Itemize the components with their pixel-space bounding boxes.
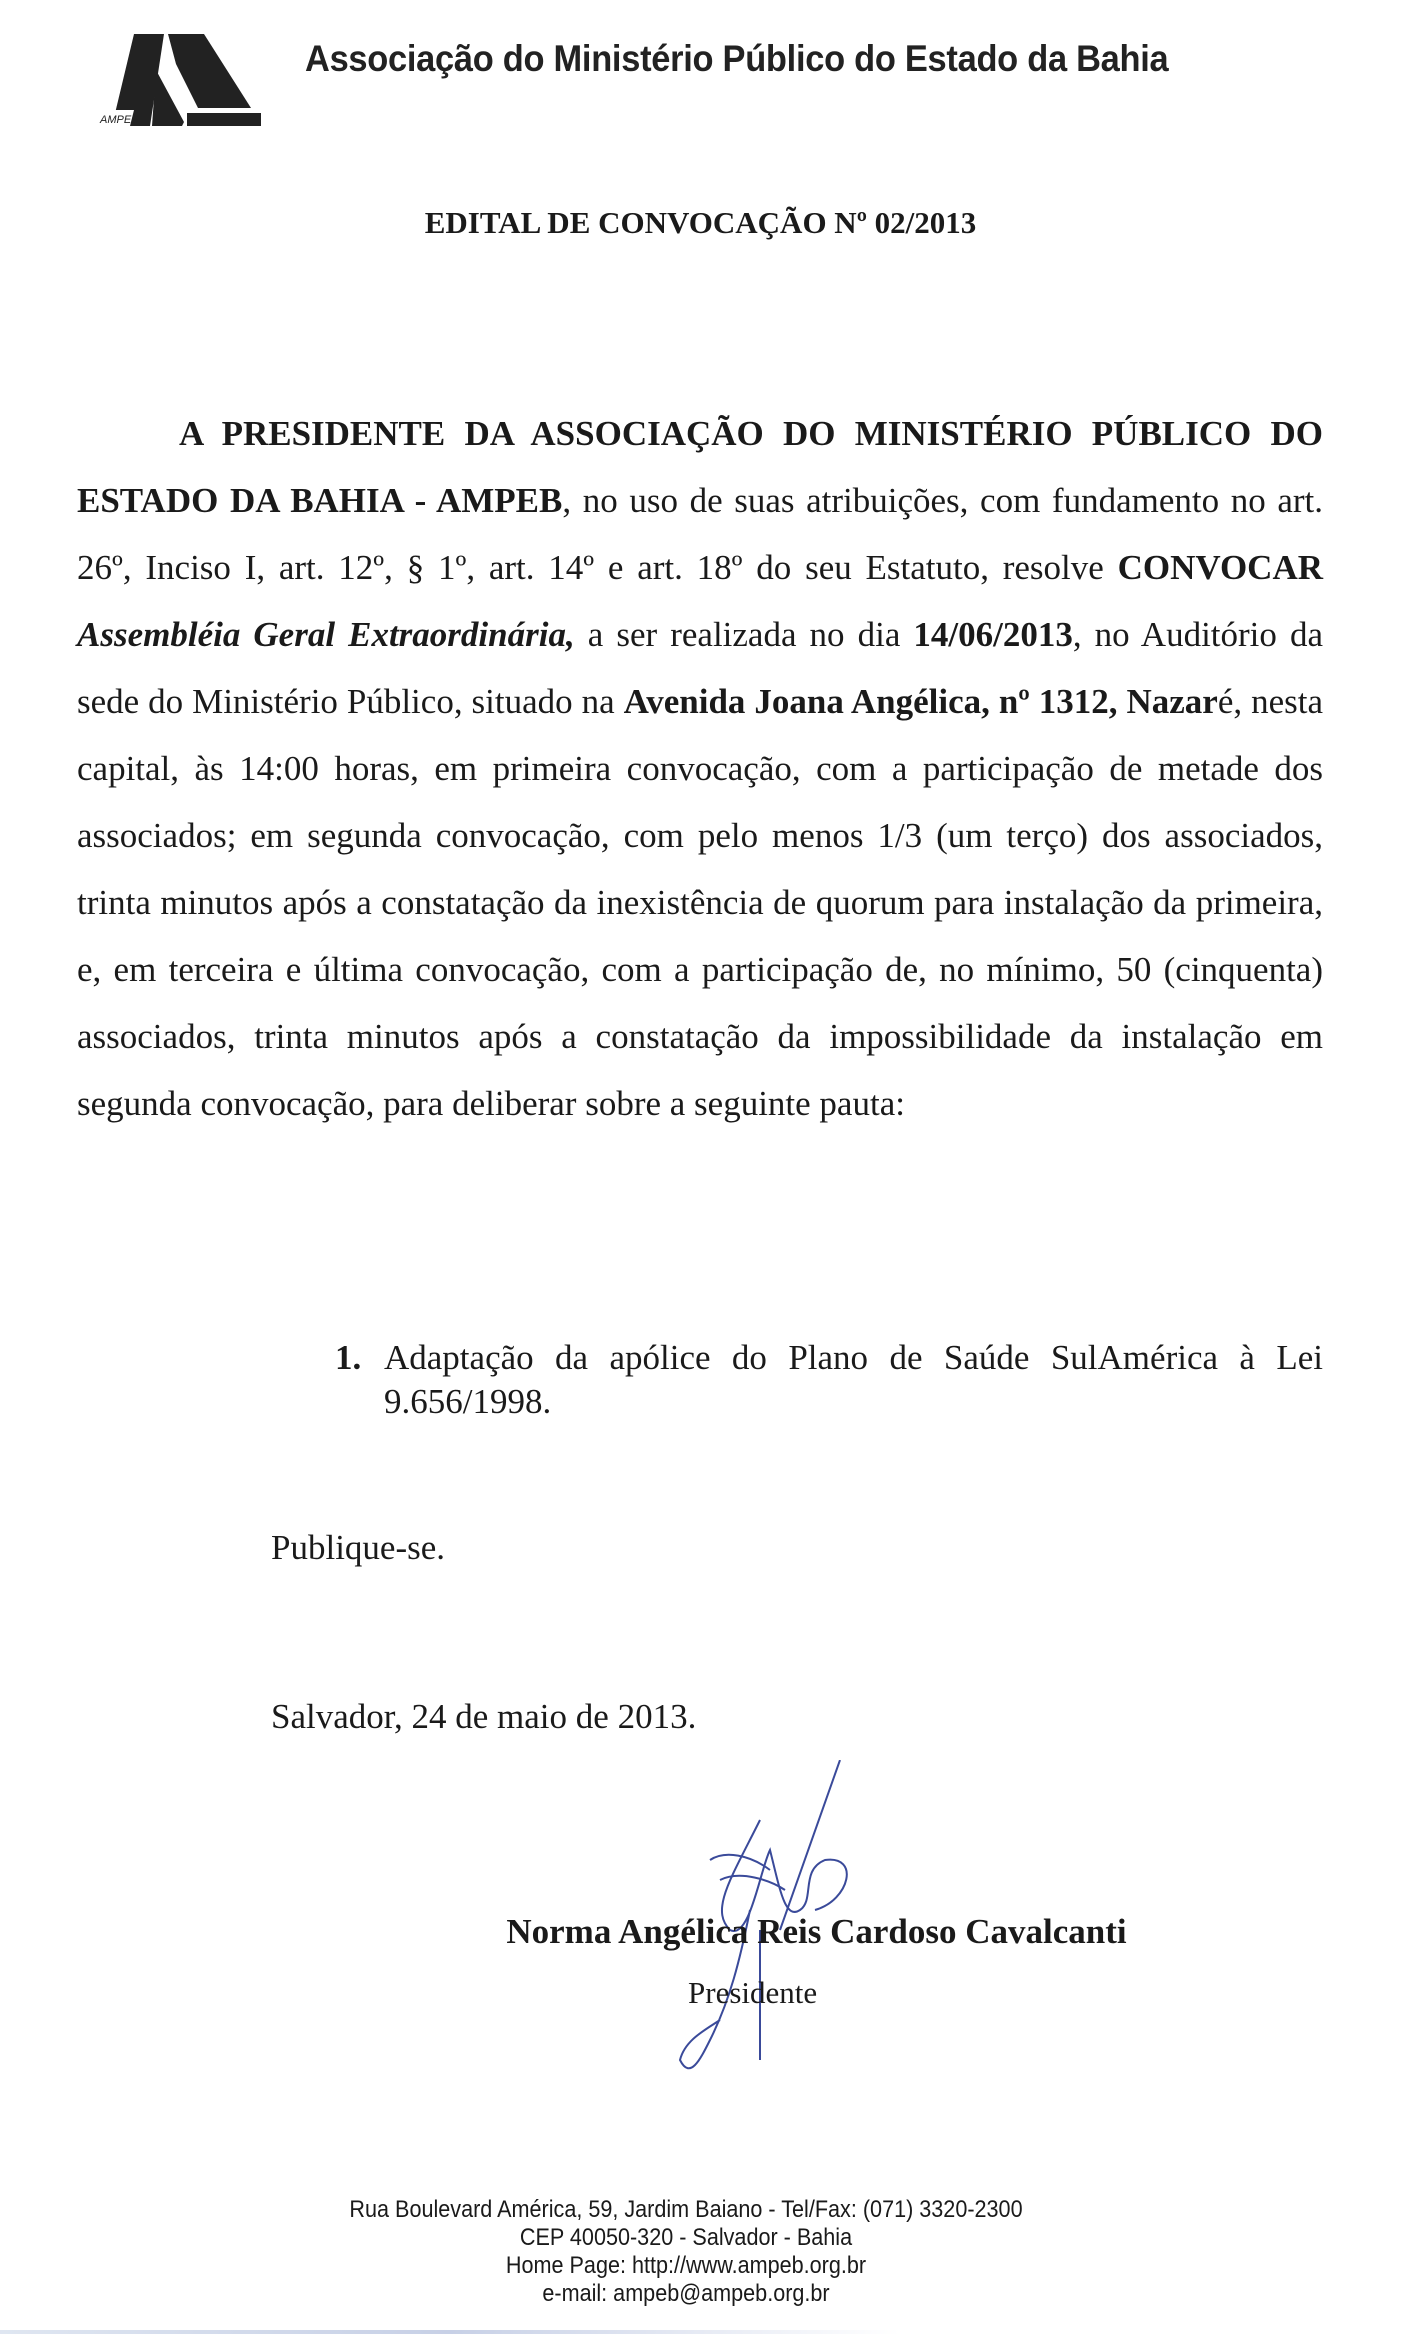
footer <box>326 2196 1046 2308</box>
body-s5: Assembléia Geral Extraordinária, <box>77 615 575 654</box>
body-s10: é, nesta capital, às 14:00 horas, em primeira convocação, com a participação de metade dos associados; em segunda convocação, com pelo menos 1/3 (um terço) dos associados, trinta minutos após a constatação da inexistência de quorum para instalação da primeira, e, em terceira e última convocação, com a participação de, no mínimo, 50 (cinquenta) associados, trinta minutos após a constatação da impossibilidade da instalação em segunda convocação, para deliberar sobre a seguinte pauta: <box>77 682 1323 1123</box>
body-s8: , no Auditório da sede do Ministério Público, situado na <box>77 615 1323 721</box>
body-s2: , no uso de suas atribuições, com fundamento no art. 26º, Inciso I, art. 12º, § 1º, art. 14º e art. 18º do seu Estatuto, resolve <box>77 481 1323 587</box>
date-line: Salvador, 24 de maio de 2013. <box>271 1697 697 1736</box>
signer-role: Presidente <box>688 1975 818 2010</box>
footer-cep: CEP 40050-320 - Salvador - Bahia <box>519 2224 853 2251</box>
agenda-item-number: 1. <box>335 1338 362 1377</box>
document-title: EDITAL DE CONVOCAÇÃO Nº 02/2013 <box>424 205 977 240</box>
ampeb-logo <box>86 34 266 136</box>
organization-name: Associação do Ministério Público do Estado da Bahia <box>305 38 1169 79</box>
footer-email: e-mail: ampeb@ampeb.org.br <box>542 2280 830 2307</box>
signer-name: Norma Angélica Reis Cardoso Cavalcanti <box>506 1912 1127 1951</box>
body-s6: a ser realizada no dia <box>574 615 914 654</box>
closing-text: Publique-se. <box>271 1528 446 1567</box>
svg-text:AMPEB: AMPEB <box>100 114 139 126</box>
agenda-item-text: Adaptação da apólice do Plano de Saúde SulAmérica à Lei 9.656/1998. <box>384 1338 1323 1421</box>
agenda-item <box>335 1336 1323 1424</box>
body-s9: Avenida Joana Angélica, nº 1312, Nazar <box>623 682 1218 721</box>
footer-address: Rua Boulevard América, 59, Jardim Baiano - Tel/Fax: (071) 3320-2300 <box>349 2196 1023 2223</box>
body-paragraph <box>77 400 1323 1137</box>
body-s7: 14/06/2013 <box>913 615 1073 654</box>
scan-edge <box>0 2330 900 2334</box>
footer-homepage: Home Page: http://www.ampeb.org.br <box>505 2252 867 2279</box>
body-s3: CONVOCAR <box>1117 548 1323 587</box>
body-s1: A PRESIDENTE DA ASSOCIAÇÃO DO MINISTÉRIO PÚBLICO DO ESTADO DA BAHIA - AMPEB <box>77 414 1323 520</box>
